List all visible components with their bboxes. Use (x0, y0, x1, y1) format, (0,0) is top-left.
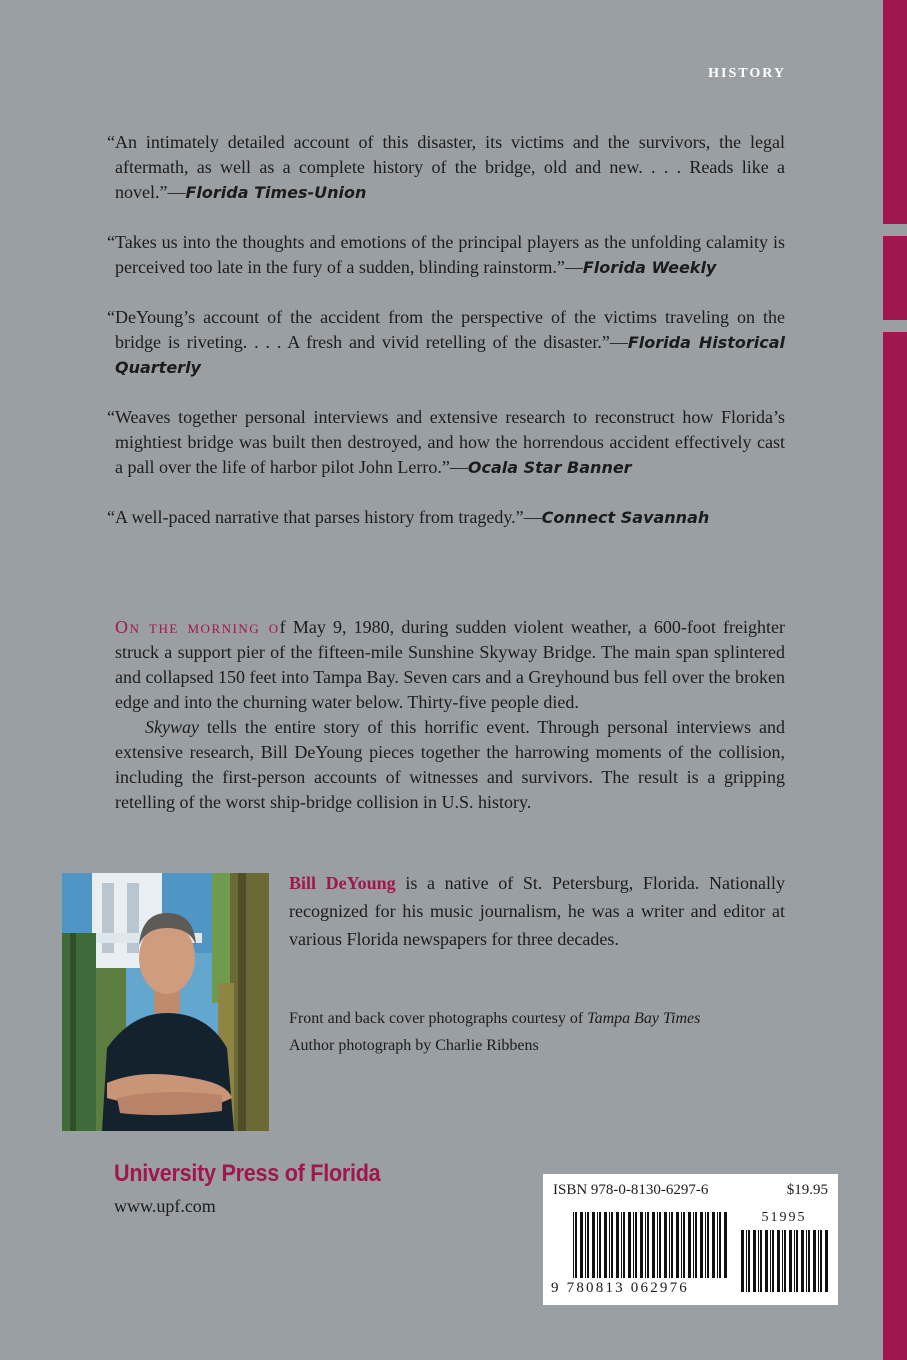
barcode-bar (719, 1212, 721, 1278)
book-description (115, 615, 785, 815)
barcode-bar (647, 1212, 649, 1278)
barcode-bar (580, 1212, 583, 1278)
spine-notch-1 (883, 224, 907, 236)
barcode-bar (765, 1230, 768, 1292)
barcode-bar (640, 1212, 643, 1278)
publisher-website[interactable]: www.upf.com (114, 1196, 216, 1216)
spine-color-band (883, 0, 907, 1360)
barcode-bar (712, 1212, 715, 1278)
barcode-bar (633, 1212, 634, 1278)
description-paragraph-1 (115, 615, 785, 715)
photo-credits (289, 1005, 785, 1059)
barcode-bar (772, 1230, 774, 1292)
book-title-italic: Skyway (145, 717, 199, 737)
barcode-bar (777, 1230, 780, 1292)
barcode-bar (669, 1212, 670, 1278)
barcode-bar (683, 1212, 685, 1278)
quote-text: “Takes us into the thoughts and emotions of the principal players as the unfolding calamity is perceived too late in the fury of a sudden, blinding rainstorm.”— (107, 232, 785, 277)
barcode-bar (724, 1212, 727, 1278)
quote-text: “An intimately detailed account of this disaster, its victims and the survivors, the legal aftermath, as well as a complete history of the bridge, old and new. . . . Reads like a novel.”— (107, 132, 785, 202)
barcode-bar (825, 1230, 828, 1292)
barcode-bar (676, 1212, 679, 1278)
quote-source: Ocala Star Banner (467, 458, 632, 477)
barcode-bar (573, 1212, 574, 1278)
description-text: f May 9, 1980, during sudden violent weather, a 600-foot freighter struck a support pier of the fifteen-mile Sunshine Skyway Bridge. The main span splintered and collapsed 150 feet into Tampa Bay. Seven cars and a Greyhound bus fell over the broken edge and into the churning water below. Thirty-five people died. (115, 617, 785, 712)
barcode-bar (770, 1230, 771, 1292)
barcode-bar (688, 1212, 691, 1278)
author-bio-text: is a native of St. Petersburg, Florida. Nationally recognized for his music journalism, he was a writer and editor at various Florida newspapers for three decades. (289, 873, 785, 949)
barcode-bar (753, 1230, 756, 1292)
barcode-bar (645, 1212, 646, 1278)
quote-source: Connect Savannah (541, 508, 710, 527)
barcode-bar (597, 1212, 598, 1278)
barcode-bar (760, 1230, 762, 1292)
barcode-bar (705, 1212, 706, 1278)
review-quote (107, 505, 785, 530)
quote-text: “Weaves together personal interviews and extensive research to reconstruct how Florida’s mightiest bridge was built then destroyed, and how the horrendous accident effectively cast a pall over the life of harbor pilot John Lerro.”— (107, 407, 785, 477)
isbn-barcode (543, 1174, 838, 1305)
review-quote (107, 230, 785, 280)
barcode-bar (794, 1230, 795, 1292)
barcode-bar (789, 1230, 792, 1292)
barcode-bar (741, 1230, 744, 1292)
category-label: HISTORY (708, 66, 786, 81)
quote-source: Florida Times-Union (185, 183, 367, 202)
barcode-bar (628, 1212, 631, 1278)
barcode-bar (820, 1230, 822, 1292)
review-quote (107, 405, 785, 480)
barcode-bar (806, 1230, 807, 1292)
barcode-bar (623, 1212, 625, 1278)
spine-notch-2 (883, 320, 907, 332)
author-photo (62, 873, 269, 1131)
barcode-bar (664, 1212, 667, 1278)
isbn-number: ISBN 978-0-8130-6297-6 (553, 1182, 709, 1198)
quote-text: “A well-paced narrative that parses history from tragedy.”— (107, 507, 542, 527)
barcode-bar (592, 1212, 595, 1278)
quote-text: “DeYoung’s account of the accident from the perspective of the victims traveling on the bridge is riveting. . . . A fresh and vivid retelling of the disaster.”— (107, 307, 785, 352)
author-bio (289, 869, 785, 953)
barcode-digits: 9 780813 062976 (551, 1280, 689, 1296)
barcode-bar (585, 1212, 586, 1278)
description-lead-in: On the morning o (115, 617, 280, 637)
barcode-bar (657, 1212, 658, 1278)
barcode-bar (748, 1230, 750, 1292)
barcode-bar (813, 1230, 816, 1292)
addon-digits: 51995 (761, 1210, 807, 1225)
barcode-bar (609, 1212, 610, 1278)
barcode-bar (801, 1230, 804, 1292)
quote-source: Florida Weekly (582, 258, 717, 277)
barcode-bar (604, 1212, 607, 1278)
barcode-bar (700, 1212, 703, 1278)
barcode-bar (695, 1212, 697, 1278)
barcode-bar (621, 1212, 622, 1278)
cover-photo-credit (289, 1005, 785, 1032)
barcode-bar (652, 1212, 655, 1278)
barcode-bar (616, 1212, 619, 1278)
barcode-bar (796, 1230, 798, 1292)
review-quotes (107, 130, 785, 555)
barcode-bar (611, 1212, 613, 1278)
review-quote (107, 305, 785, 380)
barcode-bar (659, 1212, 661, 1278)
price: $19.95 (786, 1182, 828, 1198)
barcode-bar (671, 1212, 673, 1278)
quote-source: Florida Historical Quarterly (115, 333, 786, 377)
barcode-bar (587, 1212, 589, 1278)
cover-credit-text: Front and back cover photographs courtesy of (289, 1010, 588, 1027)
barcode-bar (575, 1212, 577, 1278)
cover-credit-source: Tampa Bay Times (587, 1010, 701, 1027)
publisher-name: University Press of Florida (114, 1160, 381, 1187)
barcode-bar (758, 1230, 759, 1292)
author-photo-credit: Author photograph by Charlie Ribbens (289, 1037, 539, 1054)
barcode-bar (784, 1230, 786, 1292)
review-quote (107, 130, 785, 205)
barcode-bar (599, 1212, 601, 1278)
barcode-bar (693, 1212, 694, 1278)
barcode-bar (818, 1230, 819, 1292)
barcode-bar (808, 1230, 810, 1292)
barcode-bar (746, 1230, 747, 1292)
barcode-bar (782, 1230, 783, 1292)
barcode-bar (635, 1212, 637, 1278)
barcode-bar (717, 1212, 718, 1278)
barcode-bar (681, 1212, 682, 1278)
author-name: Bill DeYoung (289, 873, 396, 893)
description-paragraph-2 (115, 715, 785, 815)
description-text: tells the entire story of this horrific event. Through personal interviews and extensive research, Bill DeYoung pieces together the harrowing moments of the collision, including the first-person accounts of witnesses and survivors. The result is a gripping retelling of the worst ship-bridge collision in U.S. history. (115, 717, 785, 812)
barcode-bar (707, 1212, 709, 1278)
